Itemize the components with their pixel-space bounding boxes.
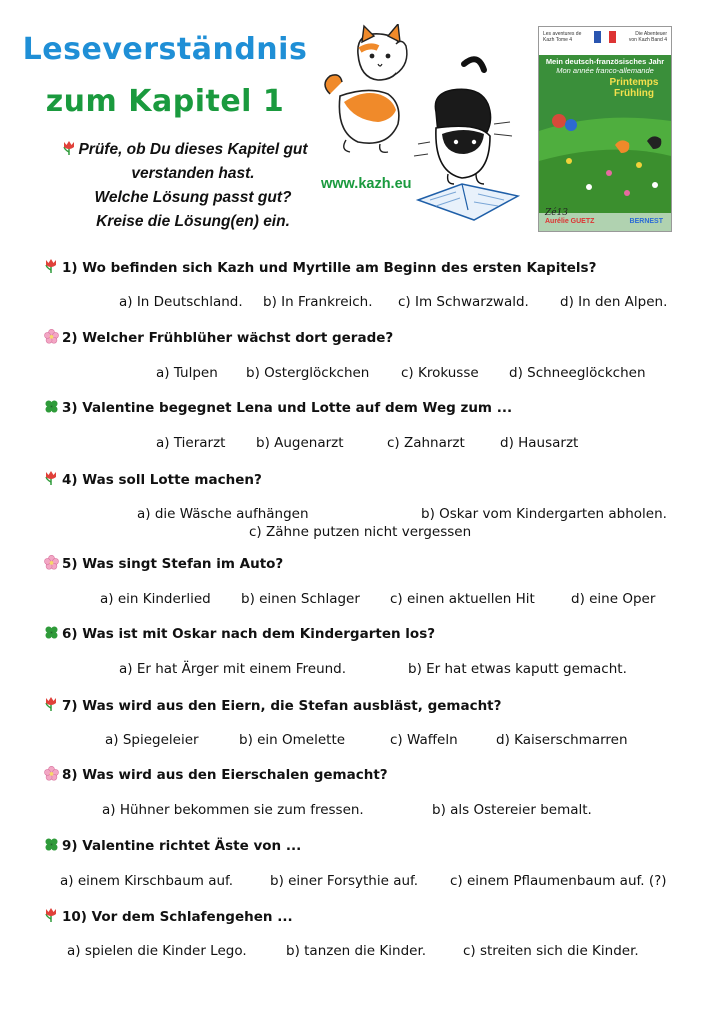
answer-option[interactable]: a) Spiegeleier (105, 731, 199, 748)
answer-option[interactable]: c) Zähne putzen nicht vergessen (249, 523, 472, 540)
question-1 (44, 258, 704, 329)
tulip-icon (44, 470, 62, 490)
answer-option[interactable]: a) die Wäsche aufhängen (137, 505, 309, 522)
question-text: 2) Welcher Frühblüher wächst dort gerade? (62, 329, 394, 346)
clover-icon (44, 399, 62, 418)
book-subtitle: Mon année franco-allemande (556, 66, 654, 75)
answer-option[interactable]: c) einem Pflaumenbaum auf. (?) (450, 872, 667, 889)
answer-option[interactable]: c) Im Schwarzwald. (398, 294, 529, 310)
book-title-block (539, 57, 671, 75)
question-text: 4) Was soll Lotte machen? (62, 471, 262, 488)
answer-option[interactable]: b) Er hat etwas kaputt gemacht. (408, 661, 627, 677)
blossom-icon (44, 555, 62, 574)
book-title: Mein deutsch-französisches Jahr (545, 57, 665, 66)
answer-option[interactable]: b) als Ostereier bemalt. (432, 802, 592, 818)
answer-option[interactable]: a) Tulpen (156, 364, 218, 381)
answer-option[interactable]: a) spielen die Kinder Lego. (67, 943, 247, 959)
clover-icon (44, 625, 62, 644)
answer-option[interactable]: d) eine Oper (571, 590, 656, 607)
question-3 (44, 399, 704, 470)
answer-option[interactable]: a) Hühner bekommen sie zum fressen. (102, 802, 364, 818)
question-10 (44, 907, 704, 978)
answer-option[interactable]: b) einen Schlager (241, 590, 360, 607)
book-season-fr: Printemps (609, 77, 659, 88)
question-8 (44, 766, 704, 837)
book-series-fr: Les aventures de Kazh Tome 4 (543, 31, 582, 43)
book-author: Aurélie GUETZ (545, 218, 595, 225)
signature: Zé13 (545, 208, 569, 218)
book-season (599, 77, 669, 99)
tulip-icon (44, 907, 62, 927)
book-season-de: Frühling (614, 88, 654, 99)
tulip-icon (62, 140, 76, 164)
answer-option[interactable]: b) Augenarzt (256, 435, 344, 451)
answer-option[interactable]: c) Krokusse (401, 364, 479, 381)
book-series-de: Die Abenteuer von Kazh Band 4 (628, 31, 667, 43)
blossom-icon (44, 329, 62, 348)
cats-illustration (318, 24, 533, 224)
answer-option[interactable]: a) Er hat Ärger mit einem Freund. (119, 661, 347, 677)
website-link[interactable]: www.kazh.eu (321, 176, 412, 192)
book-cover-header (539, 27, 671, 55)
question-text: 8) Was wird aus den Eierschalen gemacht? (62, 767, 388, 783)
answer-option[interactable]: c) streiten sich die Kinder. (463, 943, 639, 959)
question-list (44, 258, 704, 978)
answer-option[interactable]: c) einen aktuellen Hit (390, 590, 535, 607)
answer-option[interactable]: c) Zahnarzt (387, 435, 465, 451)
question-4 (44, 470, 704, 555)
question-text: 7) Was wird aus den Eiern, die Stefan ausbläst, gemacht? (62, 697, 502, 714)
question-2 (44, 329, 704, 400)
question-text: 5) Was singt Stefan im Auto? (62, 555, 284, 572)
book-publisher: BERNEST (629, 218, 663, 225)
question-text: 1) Wo befinden sich Kazh und Myrtille am Beginn des ersten Kapitels? (62, 260, 597, 276)
flags-icon (594, 31, 616, 43)
meadow-illustration (539, 101, 671, 213)
answer-option[interactable]: a) Tierarzt (156, 435, 226, 451)
answer-option[interactable]: b) einer Forsythie auf. (270, 872, 419, 889)
instruction-line: Welche Lösung passt gut? (94, 189, 292, 206)
answer-option[interactable]: b) ein Omelette (239, 731, 346, 748)
answer-option[interactable]: d) Schneeglöckchen (509, 364, 646, 381)
answer-option[interactable]: c) Waffeln (390, 731, 458, 748)
black-cat-illustration (414, 59, 518, 220)
tulip-icon (44, 696, 62, 716)
answer-option[interactable]: a) ein Kinderlied (100, 590, 211, 607)
question-5 (44, 555, 704, 626)
question-text: 9) Valentine richtet Äste von ... (62, 837, 302, 854)
worksheet-title: Leseverständnis (22, 32, 308, 67)
instructions (48, 138, 338, 234)
answer-option[interactable]: d) Kaiserschmarren (496, 731, 628, 748)
question-text: 6) Was ist mit Oskar nach dem Kindergarten los? (62, 626, 436, 642)
blossom-icon (44, 766, 62, 785)
answer-option[interactable]: b) Osterglöckchen (246, 364, 370, 381)
question-9 (44, 837, 704, 908)
answer-option[interactable]: d) Hausarzt (500, 435, 579, 451)
answer-option[interactable]: b) Oskar vom Kindergarten abholen. (421, 505, 667, 522)
answer-option[interactable]: a) einem Kirschbaum auf. (60, 872, 234, 889)
instruction-line: Kreise die Lösung(en) ein. (96, 213, 290, 230)
question-text: 10) Vor dem Schlafengehen ... (62, 909, 293, 925)
answer-option[interactable]: d) In den Alpen. (560, 294, 668, 310)
question-6 (44, 625, 704, 696)
answer-option[interactable]: a) In Deutschland. (119, 294, 243, 310)
book-cover (538, 26, 672, 232)
orange-cat-illustration (325, 24, 407, 152)
instruction-line: Prüfe, ob Du dieses Kapitel gut (78, 141, 308, 158)
tulip-icon (44, 258, 62, 278)
answer-option[interactable]: b) tanzen die Kinder. (286, 943, 427, 959)
question-text: 3) Valentine begegnet Lena und Lotte auf dem Weg zum ... (62, 400, 513, 416)
answer-option[interactable]: b) In Frankreich. (263, 294, 373, 310)
clover-icon (44, 837, 62, 856)
question-7 (44, 696, 704, 767)
worksheet-subtitle: zum Kapitel 1 (45, 84, 285, 119)
instruction-line: verstanden hast. (131, 165, 255, 182)
